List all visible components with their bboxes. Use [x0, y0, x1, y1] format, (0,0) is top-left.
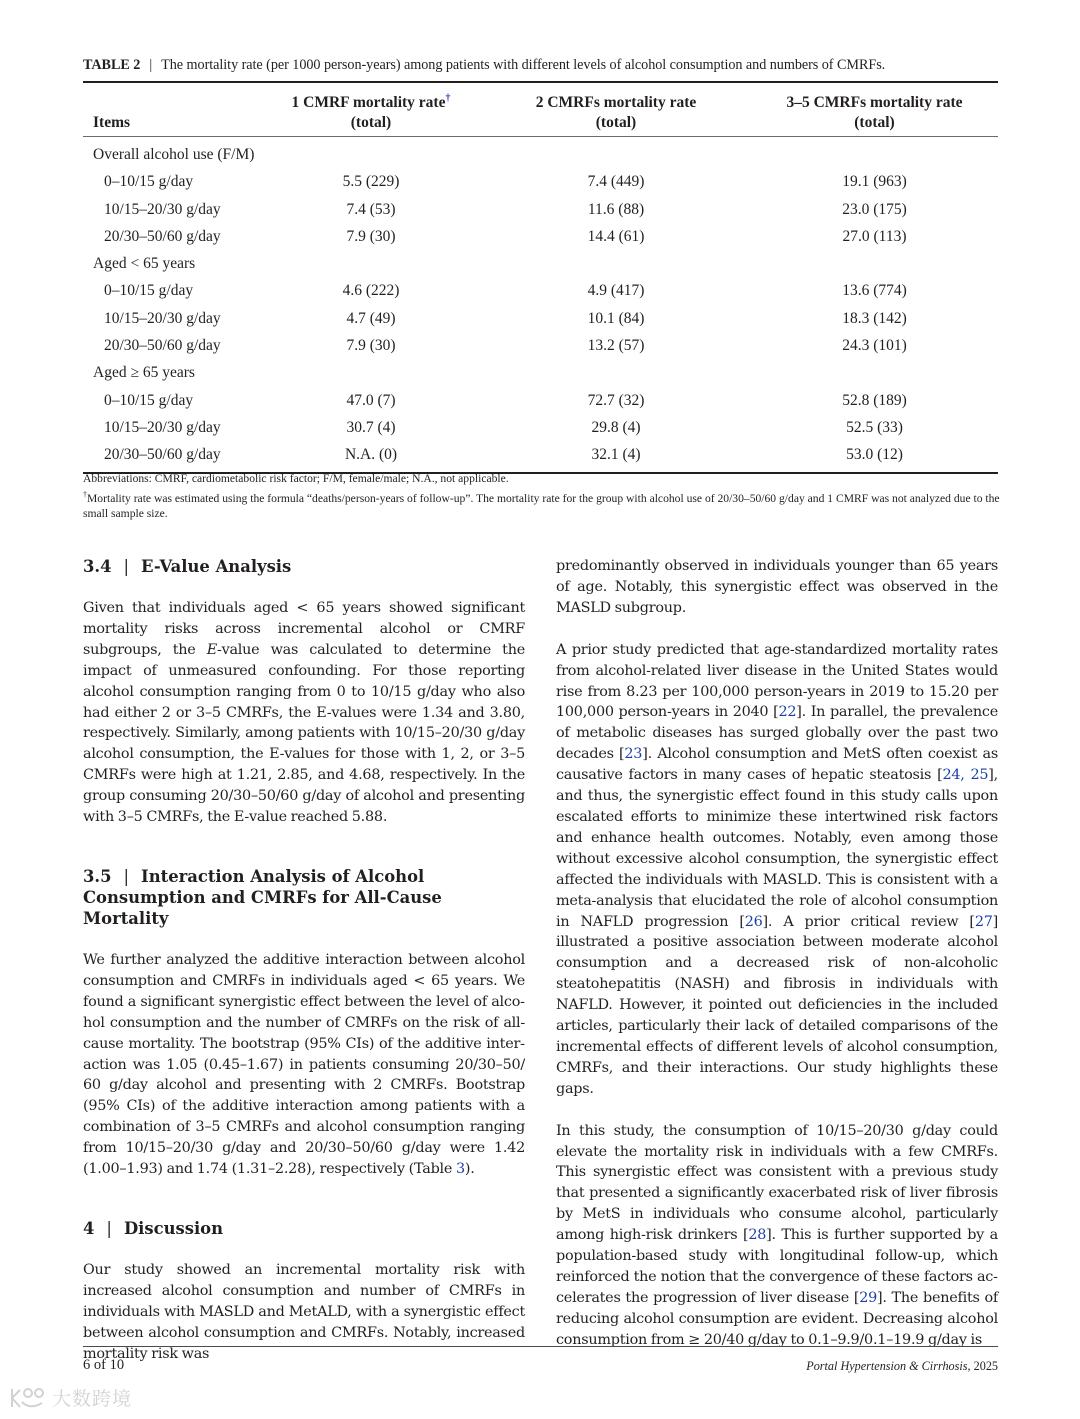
header-1-cmrf: 1 CMRF mortality rate† (total) — [291, 93, 451, 132]
abbreviations-note: Abbreviations: CMRF, cardiometabolic risk factor; F/M, female/male; N.A., not applicable. — [83, 472, 509, 485]
table-row — [83, 196, 998, 223]
cell-1-cmrf: 4.7 (49) — [346, 309, 396, 327]
table-caption — [83, 57, 1003, 74]
cell-3-5-cmrfs: 19.1 (963) — [842, 173, 907, 191]
table-3-link[interactable]: 3 — [455, 1161, 465, 1178]
footer-divider — [83, 1346, 998, 1347]
dagger-note: †Mortality rate was estimated using the formula “deaths/person-years of follow-up”. The mortality rate for the group with alcohol use of 20/30–50/60 g/day and 1 CMRF was not analyzed due to the small sample size. — [83, 489, 1000, 520]
citation-link[interactable]: 29 — [859, 1289, 878, 1306]
cell-2-cmrfs: 4.9 (417) — [587, 282, 645, 300]
group-label: Aged < 65 years — [93, 255, 196, 273]
row-item: 0–10/15 g/day — [104, 282, 194, 300]
table-row — [83, 278, 998, 305]
table-row — [83, 169, 998, 196]
citation-link[interactable]: 28 — [748, 1227, 767, 1244]
k100-logo-icon — [8, 1385, 48, 1411]
table-group-row — [83, 251, 998, 278]
table-footnotes — [83, 471, 1003, 521]
row-item: 0–10/15 g/day — [104, 173, 194, 191]
cell-1-cmrf: 47.0 (7) — [346, 391, 396, 409]
journal-citation: Portal Hypertension & Cirrhosis, 2025 — [806, 1359, 998, 1373]
citation-link[interactable]: 23 — [624, 746, 643, 763]
section-heading-3-4: 3.4 | E-Value Analysis — [83, 557, 292, 576]
section-heading-3-5: 3.5 | Interaction Analysis of Alcohol Consumption and CMRFs for All-Cause Mortality — [83, 866, 442, 928]
cell-2-cmrfs: 7.4 (449) — [587, 173, 645, 191]
paragraph-discussion-3: In this study, the consumption of 10/15–20/30 g/day could elevate the mortality risk in individuals with a few CMRFs. This synergistic effect was consistent with a previous study that presented a significantly exacerbated risk of liver fibrosis by MetS in individuals who consume alcohol, particularly among high-risk drinkers [28]. This is further supported by a population-based study with longitudinal follow-up, which reinforced the notion that the convergence of these factors accelerates the progression of liver disease [29]. The benefits of reducing alcohol consumption are evident. Decreasing alcohol consumption from ≥ 20/40 g/day to 0.1–9.9/0.1–19.9 g/day is — [556, 1122, 998, 1348]
cell-3-5-cmrfs: 13.6 (774) — [842, 282, 907, 300]
cell-2-cmrfs: 14.4 (61) — [587, 227, 645, 245]
row-item: 0–10/15 g/day — [104, 391, 194, 409]
paragraph-e-value: Given that individuals aged < 65 years showed significant mortality risks across incremental alcohol or CMRF subgroups, the E-value was calculated to determine the impact of unmeasured confounding. For those reporting alcohol consumption ranging from 0 to 10/15 g/day who also had either 2 or 3–5 CMRFs, the E-values were 1.34 and 3.80, respectively. Similarly, among patients with 10/15–20/30 g/day alcohol consumption, the E-values for those with 1, 2, or 3–5 CMRFs were high at 1.21, 2.85, and 4.68, respectively. In the group consuming 20/30–50/60 g/day of alcohol and presenting with 3–5 CMRFs, the E-value reached 5.88. — [83, 600, 525, 826]
table-row — [83, 387, 998, 414]
cell-1-cmrf: 7.4 (53) — [346, 200, 396, 218]
row-item: 20/30–50/60 g/day — [104, 337, 221, 355]
cell-1-cmrf: 7.9 (30) — [346, 227, 396, 245]
row-item: 20/30–50/60 g/day — [104, 227, 221, 245]
cell-2-cmrfs: 29.8 (4) — [591, 418, 641, 436]
paragraph-discussion-2: A prior study predicted that age-standardized mortality rates from alcohol-related liver disease in the United States would rise from 8.23 per 100,000 person-years in 2019 to 15.20 per 100,000 person-years in 2040 [22]. In parallel, the prevalence of metabolic diseases has surged globally over the past two decades [23]. Alcohol consumption and MetS often coexist as causative factors in many cases of hepatic steatosis [24, 25], and thus, the synergistic effect found in this study calls upon escalated efforts to minimize these intertwined risk factors and enhance health outcomes. Notably, even among those without excessive alcohol consumption, the synergistic effect affected the individuals with MASLD. This is consistent with a meta-analysis that elucidated the role of alcohol consumption in NAFLD progression [26]. A prior critical review [27] illustrated a positive association between moderate alcohol consumption and a decreased risk of non-alcoholic steatohepatitis (NASH) and fibrosis in individuals with NAFLD. However, it pointed out deficiencies in the included articles, particularly their lack of detailed comparisons of the incremental effects of different levels of alcohol consumption, CMRFs, and their interactions. Our study highlights these gaps. — [556, 641, 998, 1097]
caption-separator: | — [149, 57, 153, 73]
paragraph-discussion-continued: predominantly observed in individuals younger than 65 years of age. Notably, this synergistic effect was observed in the MASLD subgroup. — [556, 558, 998, 616]
paragraph-interaction: We further analyzed the additive interaction between alcohol consumption and CMRFs in individuals aged < 65 years. We found a significant synergistic effect between the level of alcohol consumption and the number of CMRFs on the risk of all-cause mortality. The bootstrap (95% CIs) of the additive interaction was 1.05 (0.45–1.67) in patients consuming 20/30–50/ 60 g/day alcohol and presenting with 2 CMRFs. Bootstrap (95% CIs) of the additive interaction among patients with a combination of 3–5 CMRFs and alcohol consumption ranging from 10/15–20/30 g/day and 20/30–50/60 g/day were 1.42 (1.00–1.93) and 1.74 (1.31–2.28), respectively (Table 3). — [83, 951, 525, 1178]
dagger-footnote-link[interactable]: † — [445, 93, 451, 104]
group-label: Overall alcohol use (F/M) — [93, 146, 255, 164]
paragraph-discussion-1: Our study showed an incremental mortality risk with increased alcohol consumption and number of CMRFs in individuals with MASLD and MetALD, with a synergistic effect between alcohol consumption and CMRFs. Notably, increased mortality risk was — [83, 1261, 525, 1362]
cell-1-cmrf: 7.9 (30) — [346, 337, 396, 355]
watermark-text: 大数跨境 — [52, 1388, 133, 1410]
cell-1-cmrf: 4.6 (222) — [342, 282, 400, 300]
row-item: 10/15–20/30 g/day — [104, 418, 221, 436]
table-row — [83, 442, 998, 473]
cell-3-5-cmrfs: 53.0 (12) — [846, 445, 903, 463]
table-group-row — [83, 137, 998, 169]
row-item: 10/15–20/30 g/day — [104, 200, 221, 218]
caption-text: The mortality rate (per 1000 person-years) among patients with different levels of alcohol consumption and numbers of CMRFs. — [161, 57, 886, 73]
table-group-row — [83, 360, 998, 387]
cell-3-5-cmrfs: 27.0 (113) — [842, 227, 907, 245]
cell-2-cmrfs: 13.2 (57) — [587, 337, 645, 355]
cell-1-cmrf: N.A. (0) — [344, 445, 398, 463]
table-row — [83, 223, 998, 250]
table-label: TABLE 2 — [83, 57, 141, 73]
group-label: Aged ≥ 65 years — [93, 364, 195, 382]
table-header-row — [83, 82, 998, 137]
cell-1-cmrf: 30.7 (4) — [346, 418, 396, 436]
page-number: 6 of 10 — [83, 1357, 125, 1373]
cell-2-cmrfs: 32.1 (4) — [591, 445, 641, 463]
citation-link[interactable]: 22 — [778, 704, 797, 721]
cell-2-cmrfs: 72.7 (32) — [587, 391, 645, 409]
citation-link[interactable]: 26 — [744, 913, 763, 930]
cell-3-5-cmrfs: 52.8 (189) — [842, 391, 907, 409]
cell-1-cmrf: 5.5 (229) — [342, 173, 400, 191]
cell-3-5-cmrfs: 18.3 (142) — [842, 309, 907, 327]
watermark — [8, 1384, 132, 1411]
table-row — [83, 414, 998, 441]
cell-3-5-cmrfs: 23.0 (175) — [842, 200, 907, 218]
table-row — [83, 332, 998, 359]
row-item: 20/30–50/60 g/day — [104, 445, 221, 463]
left-column — [83, 556, 525, 1364]
cell-2-cmrfs: 11.6 (88) — [587, 200, 645, 218]
citation-link[interactable]: 27 — [974, 913, 993, 930]
right-column — [556, 556, 998, 1351]
mortality-rate-table — [83, 81, 998, 474]
cell-2-cmrfs: 10.1 (84) — [587, 309, 645, 327]
citation-link[interactable]: 24, 25 — [942, 767, 989, 784]
cell-3-5-cmrfs: 52.5 (33) — [846, 418, 903, 436]
header-3-5-cmrfs: 3–5 CMRFs mortality rate (total) — [786, 94, 963, 132]
table-row — [83, 305, 998, 332]
header-items: Items — [93, 114, 131, 132]
row-item: 10/15–20/30 g/day — [104, 309, 221, 327]
header-2-cmrfs: 2 CMRFs mortality rate (total) — [535, 94, 697, 132]
cell-3-5-cmrfs: 24.3 (101) — [842, 337, 907, 355]
section-heading-4: 4 | Discussion — [83, 1218, 224, 1238]
